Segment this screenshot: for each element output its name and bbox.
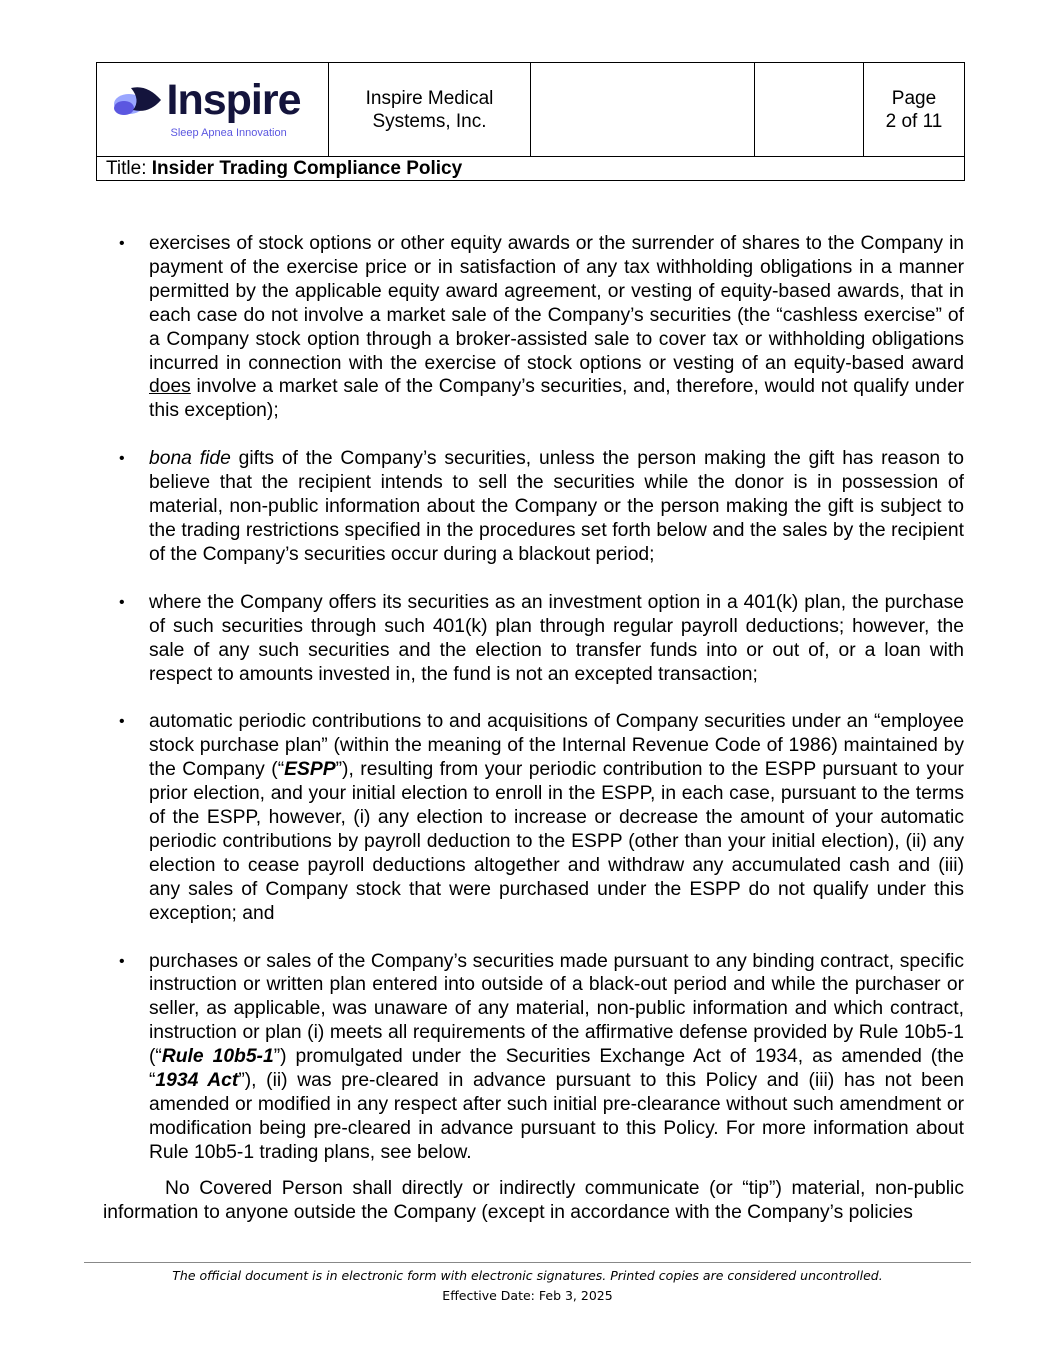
defined-term-act: 1934 Act [155, 1070, 239, 1092]
header-row [97, 63, 964, 157]
company-logo [113, 75, 313, 140]
list-item: • where the Company offers its securities as an investment option in a 401(k) plan, the purchase of such securities through such 401(k) plan through regular payroll deductions; however, the sale of any such securities and the election to transfer funds into or out of, or a loan with respect to amounts invested in, the fund is not an excepted transaction; [119, 591, 964, 685]
logo-wordmark: Inspire [166, 75, 301, 124]
body-paragraph: No Covered Person shall directly or indirectly communicate (or “tip”) material, non-public information to anyone outside the Company (except in accordance with the Company’s policies [103, 1177, 964, 1223]
empty-cell-1 [531, 63, 755, 156]
footer-note: The official document is in electronic form with electronic signatures. Printed copies are considered uncontrolled. [172, 1268, 883, 1283]
logo-tagline: Sleep Apnea Innovation [170, 126, 287, 139]
exception-list [103, 232, 964, 1165]
list-item: • purchases or sales of the Company’s securities made pursuant to any binding contract, specific instruction or written plan entered into outside of a black-out period and while the purchaser or seller, as applicable, was unaware of any material, non-public information and which contract, instruction or plan (i) meets all requirements of the affirmative defense provided by Rule 10b5-1 (“Rule 10b5-1”) promulgated under the Securities Exchange Act of 1934, as amended (the “1934 Act”), (ii) was pre-cleared in advance pursuant to this Policy and (iii) has not been amended or modified in any respect after such initial pre-clearance without such amendment or modification being pre-cleared in advance pursuant to this Policy. For more information about Rule 10b5-1 trading plans, see below. [119, 950, 964, 1163]
document-footer [84, 1266, 971, 1306]
bullet-icon: • [119, 713, 125, 731]
effective-date: Effective Date: Feb 3, 2025 [442, 1288, 613, 1303]
list-item: • exercises of stock options or other equity awards or the surrender of shares to the Company in payment of the exercise price or in satisfaction of any tax withholding obligations in a manner permitted by the applicable equity award agreement, or vesting of equity-based awards, that in each case do not involve a market sale of the Company’s securities (the “cashless exercise” of a Company stock option through a broker-assisted sale to cover tax or withholding obligations incurred in connection with the exercise of stock options or vesting of an equity-based award does involve a market sale of the Company’s securities, and, therefore, would not qualify under this exception); [119, 233, 964, 422]
logo-cell [97, 63, 329, 156]
document-header [96, 62, 965, 181]
document-body [103, 232, 964, 1244]
defined-term-rule: Rule 10b5-1 [161, 1046, 274, 1068]
emphasis-italic: bona fide [149, 448, 231, 470]
bullet-icon: • [119, 235, 125, 252]
bullet-icon: • [119, 593, 125, 611]
footer-divider [84, 1262, 971, 1263]
emphasis-underline: does [149, 376, 191, 398]
list-item: • automatic periodic contributions to and acquisitions of Company securities under an “employee stock purchase plan” (within the meaning of the Internal Revenue Code of 1986) maintained by the Company (“ESPP”), resulting from your periodic contribution to the ESPP pursuant to your prior election, and your initial election to enroll in the ESPP, in each case, pursuant to the terms of the ESPP, however, (i) any election to increase or decrease the amount of your automatic periodic contributions by payroll deduction to the ESPP (other than your initial election), (ii) any election to cease payroll deductions altogether and withdraw any accumulated cash and (iii) any sales of Company stock that were purchased under the ESPP do not qualify under this exception; and [119, 711, 964, 924]
page-number: 2 of 11 [885, 110, 943, 132]
company-cell [329, 63, 531, 156]
empty-cell-2 [755, 63, 864, 156]
logo-mark-icon [113, 82, 165, 116]
document-title-row [97, 157, 964, 180]
page-cell [864, 63, 964, 156]
page-label: Page [891, 87, 937, 109]
bullet-icon: • [119, 450, 125, 468]
company-name: Inspire Medical Systems, Inc. [365, 87, 494, 132]
bullet-icon: • [119, 952, 125, 970]
list-item: • bona fide gifts of the Company’s securities, unless the person making the gift has reason to believe that the recipient intends to sell the securities while the donor is in possession of material, non-public information about the Company or the person making the gift is subject to the trading restrictions specified in the procedures set forth below and the sales by the recipient of the Company’s securities occur during a blackout period; [119, 448, 964, 565]
defined-term-espp: ESPP [284, 759, 336, 781]
title-prefix: Title: [106, 158, 147, 179]
document-title: Insider Trading Compliance Policy [151, 158, 463, 179]
